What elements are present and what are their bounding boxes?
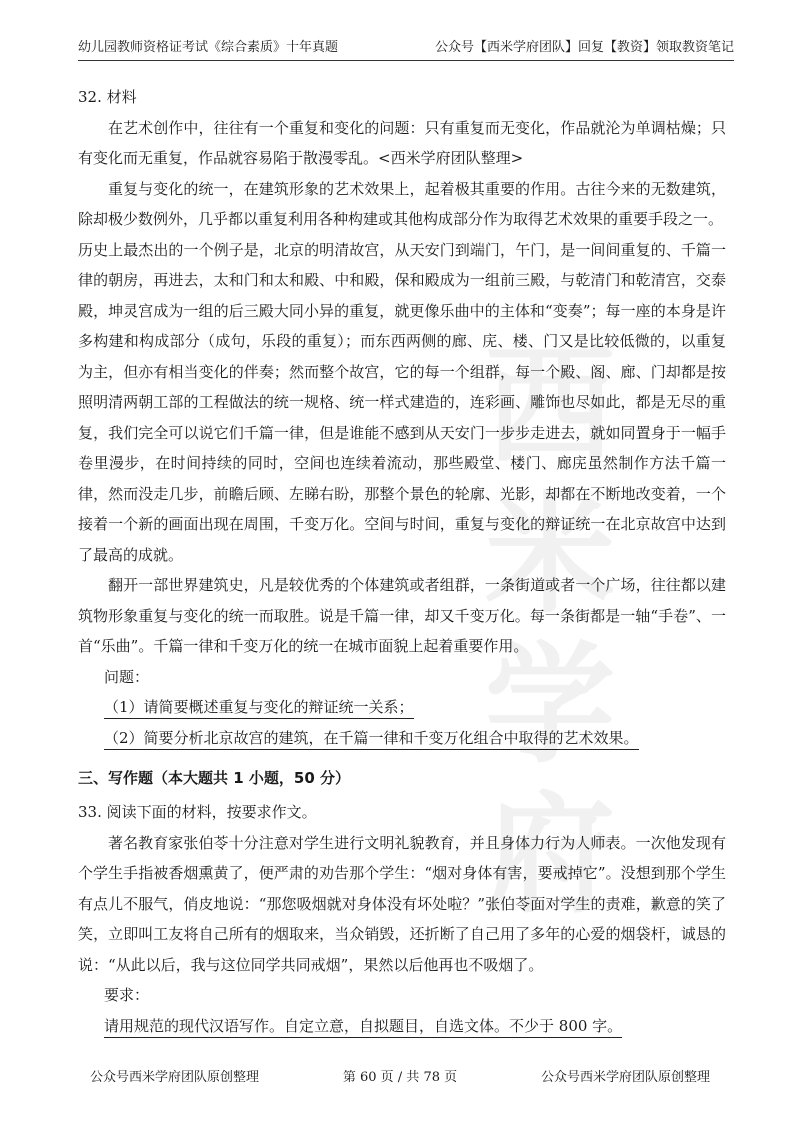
q32-question-1-text: （1）请简要概述重复与变化的辩证统一关系；: [104, 696, 414, 719]
footer-left-text: 公众号西米学府团队原创整理: [90, 1070, 260, 1085]
q32-question-label: 问题：: [104, 667, 150, 686]
q32-paragraph-1: 在艺术创作中，往往有一个重复和变化的问题：只有重复而无变化，作品就沦为单调枯燥；只有变化而无重复，作品就容易陷于散漫零乱。<西米学府团队整理>: [78, 118, 726, 167]
q33-requirement-label: 要求：: [104, 986, 150, 1004]
q32-title: 32. 材料: [78, 88, 137, 106]
footer-right-text: 公众号西米学府团队原创整理: [540, 1070, 710, 1085]
q32-paragraph-2: 重复与变化的统一，在建筑形象的艺术效果上，起着极其重要的作用。古往今来的无数建筑，除却极少数例外，几乎都以重复利用各种构建或其他构成部分作为取得艺术效果的重要手段之一。: [78, 179, 726, 228]
watermark-line-2: 学府: [484, 629, 615, 931]
q33-requirement-text: 请用规范的现代汉语写作。自定立意，自拟题目，自选文体。不少于 800 字。: [104, 1015, 622, 1038]
q32-paragraph-3: 历史上最杰出的一个例子是，北京的明清故宫，从天安门到端门，午门，是一间间重复的、千篇一律的朝房，再进去，太和门和太和殿、中和殿，保和殿成为一组前三殿，与乾清门和乾清宫，交泰殿，坤灵宫成为一组的后三殿大同小异的重复，就更像乐曲中的主体和“变奏”；每一座的本身是许多构建和构成部分（成句，乐段的重复）；而东西两侧的廊、庑、楼、门又是比较低微的，以重复为主，但亦有相当变化的伴奏；然而整个故宫，它的每一个组群，每一个殿、阁、廊、门却都是按照明清两朝工部的工程做法的统一规格、统一样式建造的，连彩画、雕饰也尽如此，都是无尽的重复，我们完全可以说它们千篇一律，但是谁能不感到从天安门一步步走进去，就如同置身于一幅手卷里漫步，在时间持续的同时，空间也连续着流动，那些殿堂、楼门、廊庑虽然制作方法千篇一律，然而没走几步，前瞻后顾、左睇右盼，那整个景色的轮廓、光影，却都在不断地改变着，一个接着一个新的画面出现在周围，千变万化。空间与时间，重复与变化的辩证统一在北京故宫中达到了最高的成就。: [78, 240, 726, 564]
header-left-text: 幼儿园教师资格证考试《综合素质》十年真题: [78, 40, 339, 55]
page-footer: [90, 1068, 710, 1088]
q32-paragraph-4: 翻开一部世界建筑史，凡是较优秀的个体建筑或者组群，一条街道或者一个广场，往往都以建筑物形象重复与变化的统一而取胜。说是千篇一律，却又千变万化。每一条街都是一轴“手卷”、一首“乐曲”。千篇一律和千变万化的统一在城市面貌上起着重要作用。: [78, 576, 726, 655]
q32-question-2: [78, 723, 726, 754]
page-content: [78, 82, 726, 1041]
q33-title: 33. 阅读下面的材料，按要求作文。: [78, 803, 317, 821]
page-number: 第 60 页 / 共 78 页: [342, 1070, 458, 1085]
q32-question-1: [78, 692, 726, 723]
header-right-text: 公众号【西米学府团队】回复【教资】领取教资笔记: [434, 40, 734, 55]
q33-requirement: [78, 1011, 726, 1042]
section-3-heading: 三、写作题（本大题共 1 小题，50 分）: [78, 769, 350, 787]
q32-question-2-text: （2）简要分析北京故宫的建筑，在千篇一律和千变万化组合中取得的艺术效果。: [104, 727, 639, 750]
page-header: [78, 38, 734, 61]
watermark-line-1: 西米: [484, 329, 615, 631]
q33-paragraph-1: 著名教育家张伯苓十分注意对学生进行文明礼貌教育，并且身体力行为人师表。一次他发现有个学生手指被香烟熏黄了，便严肃的劝告那个学生：“烟对身体有害，要戒掉它”。没想到那个学生有点儿不服气，俏皮地说：“那您吸烟就对身体没有坏处啦？”张伯苓面对学生的责难，歉意的笑了笑，立即叫工友将自己所有的烟取来，当众销毁，还折断了自己用了多年的心爱的烟袋杆，诚恳的说：“从此以后，我与这位同学共同戒烟”，果然以后他再也不吸烟了。: [78, 833, 726, 974]
